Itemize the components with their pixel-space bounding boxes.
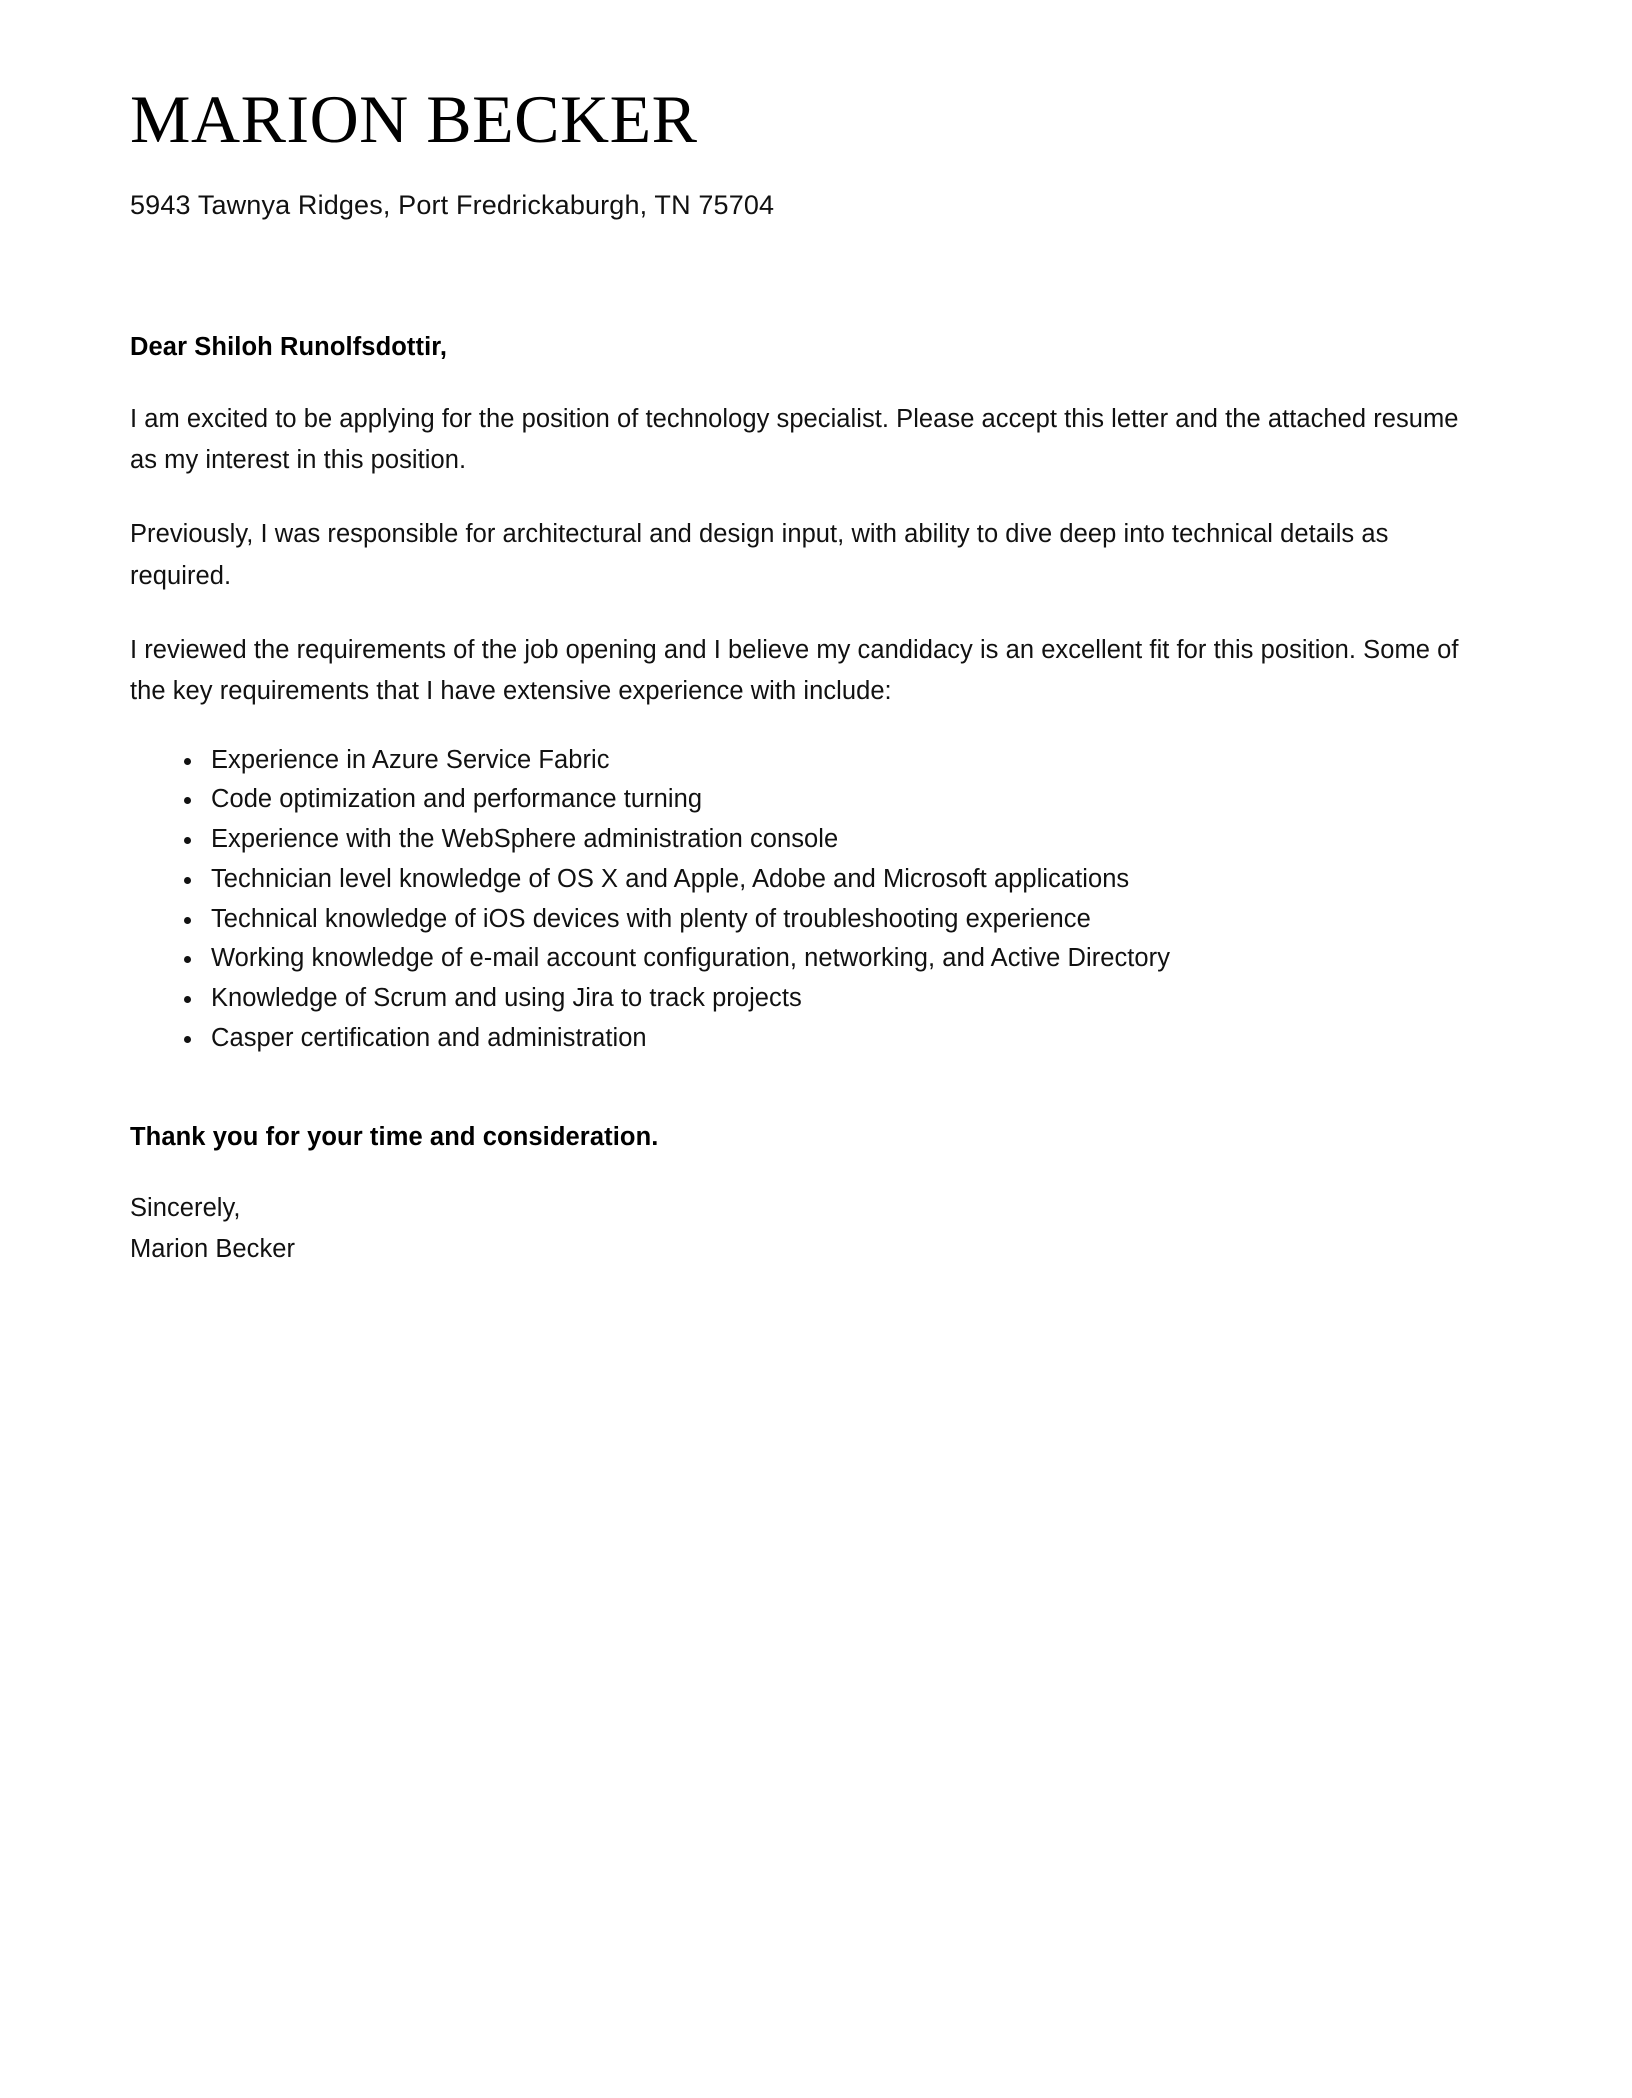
thank-you-line: Thank you for your time and consideration.: [130, 1122, 659, 1151]
body-paragraph-1: I am excited to be applying for the position of technology specialist. Please accept this letter and the attached resume as my interest in this position.: [130, 404, 1459, 475]
list-item: Casper certification and administration: [180, 1019, 1467, 1059]
requirements-list: [130, 741, 1467, 1059]
salutation: Dear Shiloh Runolfsdottir,: [130, 332, 448, 361]
body-paragraph-2: Previously, I was responsible for architectural and design input, with ability to dive deep into technical details as required.: [130, 520, 1389, 590]
letter-body: [130, 329, 1467, 1270]
signature-name: Marion Becker: [130, 1234, 296, 1263]
page-title: MARION BECKER: [130, 81, 698, 157]
sender-address: 5943 Tawnya Ridges, Port Fredrickaburgh, TN 75704: [130, 190, 775, 220]
list-item: Code optimization and performance turning: [180, 780, 1467, 820]
list-item: Working knowledge of e-mail account configuration, networking, and Active Directory: [180, 939, 1467, 979]
list-item: Technical knowledge of iOS devices with plenty of troubleshooting experience: [180, 900, 1467, 940]
body-paragraph-3: I reviewed the requirements of the job opening and I believe my candidacy is an excellent fit for this position. Some of the key requirements that I have extensive experience with include:: [130, 635, 1459, 706]
list-item: Experience in Azure Service Fabric: [180, 741, 1467, 781]
list-item: Technician level knowledge of OS X and Apple, Adobe and Microsoft applications: [180, 860, 1467, 900]
list-item: Experience with the WebSphere administration console: [180, 820, 1467, 860]
list-item: Knowledge of Scrum and using Jira to track projects: [180, 979, 1467, 1019]
closing-salutation: Sincerely,: [130, 1193, 241, 1222]
signature-block: [130, 1188, 1467, 1271]
